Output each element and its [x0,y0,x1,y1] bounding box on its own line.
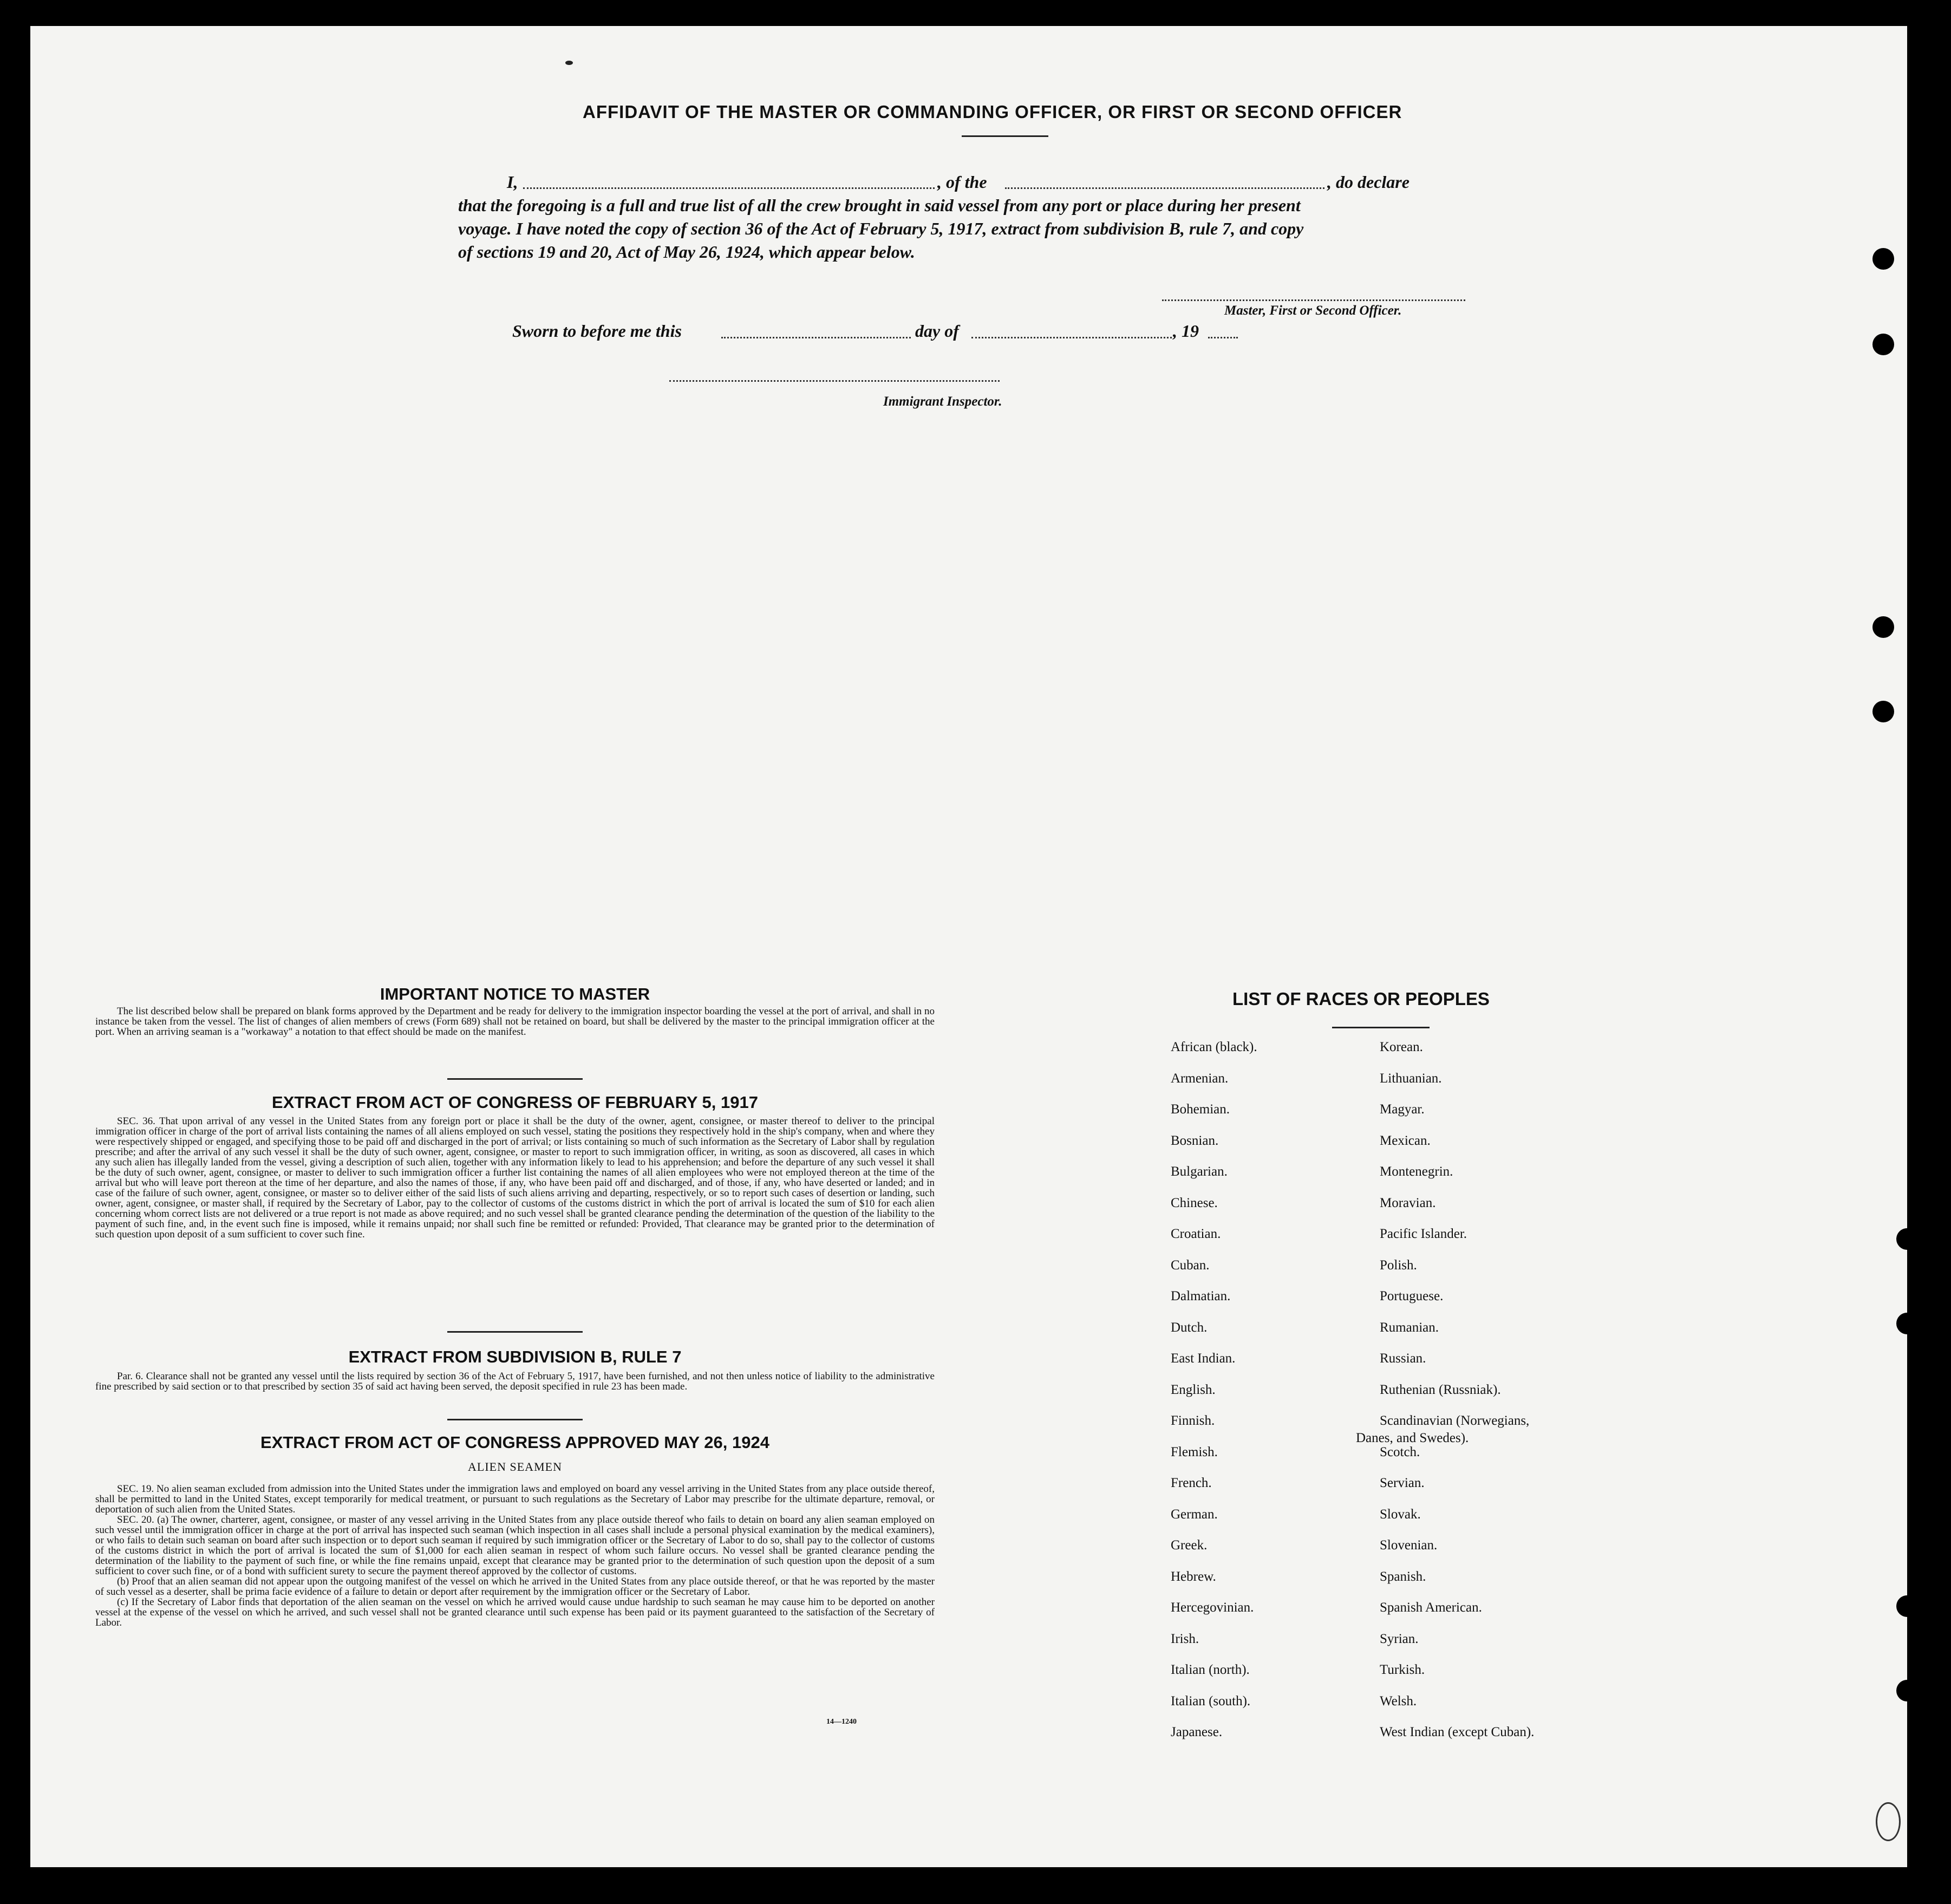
section-divider [447,1078,583,1080]
extract-1924-title: EXTRACT FROM ACT OF CONGRESS APPROVED MAY 26, 1924 [260,1433,769,1452]
race-item: Lithuanian. [1380,1071,1442,1086]
race-item: Italian (south). [1171,1693,1251,1709]
sec19-text: SEC. 19. No alien seaman excluded from admission into the United States under the immigration laws and employed on board any vessel arriving in the United States from any place outside thereof, shall be permitted to land in the United States, except temporarily for medical treatment, or pursuant to such regulations as the Secretary of Labor may prescribe for the ultimate departure, removal, or deportation of such alien from the United States. [95,1483,935,1515]
form-number: 14—1240 [826,1718,857,1726]
race-item: Chinese. [1171,1195,1218,1210]
master-signature-label: Master, First or Second Officer. [1224,303,1402,318]
affidavit-title: AFFIDAVIT OF THE MASTER OR COMMANDING OFFICER, OR FIRST OR SECOND OFFICER [583,102,1402,122]
races-title-underline [1332,1027,1430,1028]
race-item: Pacific Islander. [1380,1227,1467,1241]
race-item: Polish. [1380,1257,1417,1273]
race-item: African (black). [1171,1040,1257,1054]
race-item: Ruthenian (Russniak). [1380,1382,1501,1397]
race-item: Scotch. [1380,1444,1420,1459]
affidavit-line-4: of sections 19 and 20, Act of May 26, 1924, which appear below. [458,242,915,262]
race-item: Scandinavian (Norwegians, [1380,1413,1530,1428]
extract-1924-block [95,1484,935,1628]
form-page [30,26,1907,1867]
sworn-day-of: day of [915,321,959,341]
race-item: Greek. [1171,1538,1208,1553]
race-item: Spanish. [1380,1569,1426,1584]
sec20a-text: SEC. 20. (a) The owner, charterer, agent, consignee, or master of any vessel arriving in the United States from any place outside thereof who fails to detain on board any alien seaman employed on such vessel until the immigration officer in charge at the port of arrival has inspected such seaman (which inspection in all cases shall include a personal physical examination by the medical examiners), or who fails to detain such seaman on board after such inspection or to deport such seaman if required by such immigration officer or the Secretary of Labor to do so, shall pay to the collector of customs of the customs district in which the port of arrival is located the sum of $1,000 for each alien seaman in respect of whom such failure occurs. No vessel shall be granted clearance pending the determination of the liability to the payment of such fine, or while the fine remains unpaid, except that clearance may be granted prior to the determination of such question upon the deposit of a sum sufficient to cover such fine, or of a bond with sufficient surety to secure the payment thereof approved by the collector of customs. [95,1514,935,1577]
race-item: Slovenian. [1380,1538,1438,1553]
notice-text-block [95,1006,935,1037]
race-item: Portuguese. [1380,1289,1444,1303]
race-item: French. [1171,1476,1212,1490]
race-item: Cuban. [1171,1257,1210,1273]
punch-hole [1896,1228,1918,1250]
race-item: Syrian. [1380,1631,1419,1646]
race-item: Spanish American. [1380,1600,1482,1615]
race-item: German. [1171,1507,1218,1522]
race-item: Flemish. [1171,1444,1218,1459]
handwritten-mark [1876,1802,1901,1841]
punch-hole [1872,701,1894,722]
sworn-prefix: Sworn to before me this [512,321,682,341]
inspector-signature-line[interactable] [669,380,1000,382]
race-item: East Indian. [1171,1351,1236,1366]
affidavit-line-2: that the foregoing is a full and true list of all the crew brought in said vessel from any port or place during her present [458,195,1301,215]
race-item: Mexican. [1380,1133,1431,1148]
notice-title: IMPORTANT NOTICE TO MASTER [380,984,650,1003]
race-item: Japanese. [1171,1725,1223,1739]
race-item: Russian. [1380,1351,1426,1366]
punch-hole [1872,334,1894,355]
race-item: Dalmatian. [1171,1289,1231,1303]
vessel-name-line[interactable] [1005,187,1324,189]
sworn-month-line[interactable] [971,337,1172,338]
race-item: Moravian. [1380,1195,1436,1210]
inspector-signature-label: Immigrant Inspector. [883,394,1002,409]
extract-1917-text: SEC. 36. That upon arrival of any vessel in the United States from any foreign port or place it shall be the duty of the owner, agent, consignee, or master thereof to deliver to the principal immigration officer in charge of the port of arrival lists containing the names of all aliens employed on such vessel, stating the positions they respectively hold in the ship's company, when and where they were respectively shipped or engaged, and specifying those to be paid off and discharged in the port of arrival; or lists containing so much of such information as the Secretary of Labor shall by regulation prescribe; and after the arrival of any such vessel it shall be the duty of such owner, agent, consignee, or master to report to such immigration officer, in writing, as soon as discovered, all cases in which any such alien has illegally landed from the vessel, giving a description of such alien, together with any information likely to lead to his apprehension; and before the departure of any such vessel it shall be the duty of such owner, agent, consignee, or master to deliver to such immigration officer a further list containing the names of all alien employees who were not employed thereon at the time of the arrival but who will leave port thereon at the time of her departure, and also the names of those, if any, who have been paid off and discharged, and of those, if any, who have deserted or landed; and in case of the failure of such owner, agent, consignee, or master so to deliver either of the said lists of such aliens arriving and departing, respectively, or so to report such cases of desertion or landing, such owner, agent, consignee, or master shall, if required by the Secretary of Labor, pay to the collector of customs of the customs district in which the port of arrival is located the sum of $10 for each alien concerning whom correct lists are not delivered or a true report is not made as above required; and no such vessel shall be granted clearance pending the determination of the question of the liability to the payment of such fine, and, in the event such fine is imposed, while it remains unpaid; nor shall such fine be remitted or refunded: Provided, That clearance may be granted prior to the determination of such question upon deposit of a sum sufficient to cover such fine. [95,1116,935,1240]
ink-spot [565,61,573,65]
extract-1917-block [95,1116,935,1240]
sworn-year-prefix: , 19 [1173,321,1199,341]
sworn-day-line[interactable] [721,337,911,338]
sworn-year-line[interactable] [1208,337,1238,338]
extract-rule7-block [95,1371,935,1392]
race-item: English. [1171,1382,1216,1397]
race-item: Bulgarian. [1171,1164,1228,1179]
race-item: Korean. [1380,1040,1423,1054]
vessel-prefix: , of the [937,172,987,192]
race-item: Irish. [1171,1631,1199,1646]
race-item: Finnish. [1171,1413,1215,1428]
race-item: Servian. [1380,1476,1425,1490]
declarant-prefix: I, [507,172,518,192]
notice-text: The list described below shall be prepared on blank forms approved by the Department and be ready for delivery to the immigration inspector boarding the vessel at the port of arrival, and shall in no instance be taken from the vessel. The list of changes of alien members of crews (Form 689) shall not be retained on board, but shall be delivered by the master to the principal immigration officer at the port. When an arriving seaman is a "workaway" a notation to that effect should be made on the manifest. [95,1006,935,1038]
punch-hole [1896,1595,1918,1617]
race-item: Welsh. [1380,1693,1417,1709]
declare-text: , do declare [1327,172,1410,192]
race-item: Bohemian. [1171,1102,1230,1117]
race-item: Armenian. [1171,1071,1229,1086]
race-item: Hercegovinian. [1171,1600,1254,1615]
race-item: Magyar. [1380,1102,1425,1117]
race-item: Croatian. [1171,1227,1221,1241]
race-item: Dutch. [1171,1320,1208,1335]
race-item: Rumanian. [1380,1320,1439,1335]
race-item: Hebrew. [1171,1569,1216,1584]
race-item-continuation: Danes, and Swedes). [1356,1431,1469,1445]
race-item: West Indian (except Cuban). [1380,1725,1535,1739]
races-title: LIST OF RACES OR PEOPLES [1232,989,1490,1009]
race-item: Bosnian. [1171,1133,1219,1148]
section-divider [447,1419,583,1420]
race-item: Slovak. [1380,1507,1421,1522]
race-item: Montenegrin. [1380,1164,1453,1179]
alien-seamen-subtitle: ALIEN SEAMEN [468,1460,562,1473]
section-divider [447,1331,583,1333]
race-item: Turkish. [1380,1662,1425,1677]
sec20c-text: (c) If the Secretary of Labor finds that deportation of the alien seaman on the vessel on which he arrived would cause undue hardship to such seaman he may cause him to be deported on another vessel at the expense of the vessel on which he arrived, and such vessel shall not be granted clearance until such expense has been paid or its payment guaranteed to the satisfaction of the Secretary of Labor. [95,1596,935,1628]
declarant-name-line[interactable] [523,187,935,189]
title-underline [962,135,1048,137]
affidavit-line-3: voyage. I have noted the copy of section 36 of the Act of February 5, 1917, extract from subdivision B, rule 7, and copy [458,219,1304,238]
punch-hole [1872,248,1894,270]
punch-hole [1896,1313,1918,1334]
race-item: Italian (north). [1171,1662,1250,1677]
extract-rule7-title: EXTRACT FROM SUBDIVISION B, RULE 7 [348,1347,682,1366]
extract-1917-title: EXTRACT FROM ACT OF CONGRESS OF FEBRUARY 5, 1917 [272,1093,758,1112]
punch-hole [1896,1680,1918,1701]
punch-hole [1872,616,1894,638]
master-signature-line[interactable] [1162,299,1465,301]
extract-rule7-text: Par. 6. Clearance shall not be granted any vessel until the lists required by section 36 of the Act of February 5, 1917, have been furnished, and not then unless notice of liability to the administrative fine prescribed by said section or to that prescribed by section 35 of said act having been served, the deposit specified in rule 23 has been made. [95,1371,935,1392]
sec20b-text: (b) Proof that an alien seaman did not appear upon the outgoing manifest of the vessel on which he arrived in the United States from any place outside thereof, or that he was reported by the master of such vessel as a deserter, shall be prima facie evidence of a failure to detain or deport after requirement by the immigration officer or the Secretary of Labor. [95,1576,935,1597]
